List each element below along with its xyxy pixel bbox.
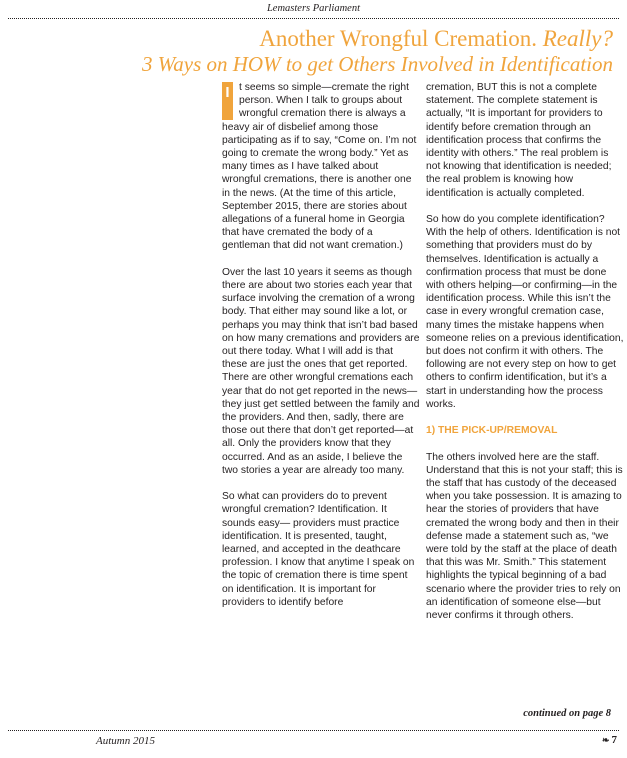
paragraph-3: So what can providers do to prevent wrongful cremation? Identification. It sounds easy— providers must practice identification. It is presented, taught, learned, and accepted in the deathcare profession. I know that anytime I speak on the topic of cremation there is time spent on identification. It is important for providers to identify before: [222, 491, 415, 608]
paragraph-1: [222, 81, 420, 253]
headline-line-1: [142, 26, 613, 52]
paragraph-2: Over the last 10 years it seems as though there are about two stories each year that surface involving the cremation of a wrong body. That either may sound like a lot, or perhaps you may think that isn’t bad based on how many cremations and providers are out there today. What I will add is that these are just the ones that get reported. There are other wrongful cremations each year that do not get reported in the news—they just get settled between the family and the providers. And then, sadly, there are those out there that don’t get reported—at all. Only the providers know that they occurred. And as an aside, I believe the two stories a year are already too many.: [222, 266, 420, 476]
right-column: [426, 81, 624, 635]
paragraph-6: The others involved here are the staff. Understand that this is not your staff; this is the staff that has custody of the deceased when you take possession. It is amazing to hear the stories of providers that have cremated the wrong body and then in their defense made a statement such as, “we were told by the staff at the place of death that this was Mr. Smith.” This statement highlights the typical beginning of a bad scenario where the provider tries to rely on an identification of someone else—but never confirms it through others.: [426, 451, 623, 622]
article-headline: [142, 26, 613, 77]
paragraph-1-text: t seems so simple—cremate the right person. When I talk to groups about wrongful cremation there is always a heavy air of disbelief among those participating as if to say, “Come on. I’m not going to cremate the wrong body.” Yet as many times as I have talked about wrongful cremations, there is another one in the news. (At the time of this article, September 2015, there are stories about allegations of a funeral home in Georgia that have cremated the body of a gentleman that did not want cremation.): [222, 82, 417, 252]
headline-subtitle: 3 Ways on HOW to get Others Involved in Identification: [141, 52, 613, 76]
headline-accent: Really?: [542, 26, 613, 51]
top-divider: [8, 18, 619, 19]
publication-name: Lemasters Parliament: [266, 3, 361, 14]
page-number-block: [602, 734, 617, 746]
section-heading-pickup: 1) THE PICK-UP/REMOVAL: [426, 425, 558, 437]
left-column: [222, 81, 420, 622]
bottom-divider: [8, 730, 619, 731]
page-number: 7: [611, 734, 617, 746]
paragraph-5: So how do you complete identification? With the help of others. Identification is not something that providers must do by themselves. Identification is actually a confirmation process that must be done with others helping—or confirming—in the identification process. While this isn’t the case in every wrongful cremation case, many times the mistake happens when someone relies on a previous identification, but does not confirm it with others. The following are not every step on how to get others to confirm identification, but it’s a start in understanding how the process works.: [426, 214, 624, 410]
continued-link[interactable]: continued on page 8: [523, 708, 611, 719]
headline-main: Another Wrongful Cremation.: [259, 26, 537, 51]
page-ornament-icon: ❧: [601, 734, 610, 745]
drop-cap: I: [222, 82, 233, 120]
paragraph-4: cremation, BUT this is not a complete statement. The complete statement is actually, “It is important for providers to identify before cremation through an identification process that confirms the identity with others.” The real problem is not knowing that identification is needed; the real problem is knowing how identification is actually completed.: [426, 82, 612, 199]
issue-label: Autumn 2015: [96, 735, 155, 747]
